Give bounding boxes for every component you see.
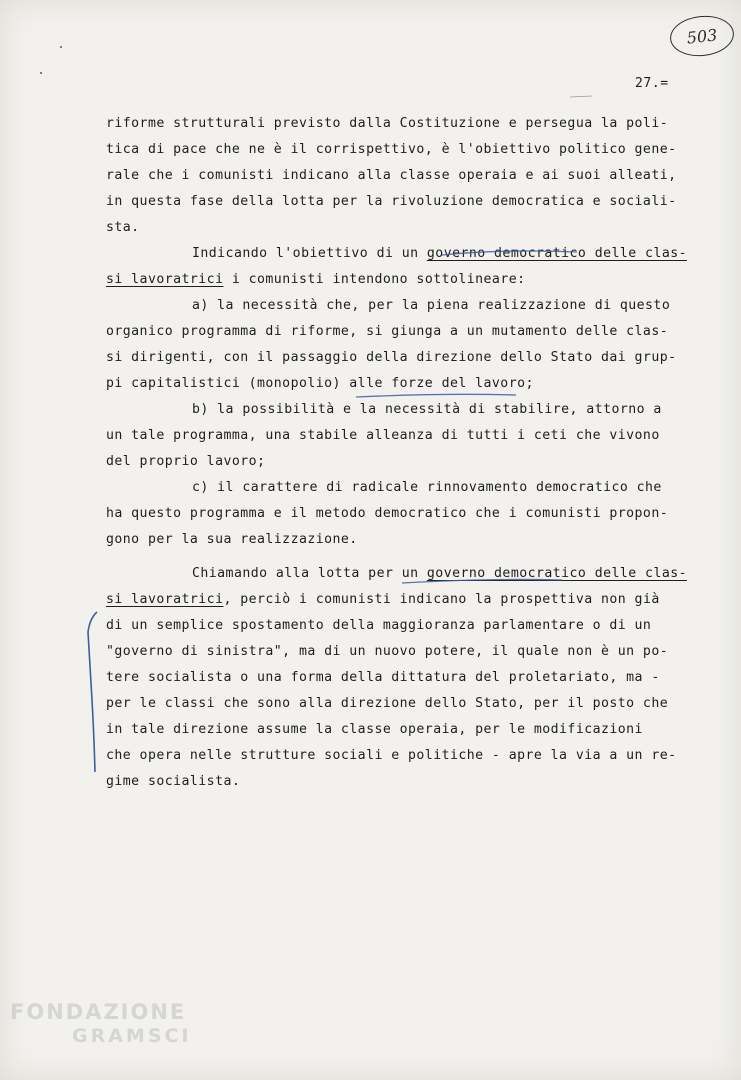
text-line: c) il carattere di radicale rinnovamento democratico che <box>192 480 662 495</box>
text-segment: i comunisti intendono sottolineare: <box>223 272 526 287</box>
text-line: per le classi che sono alla direzione dello Stato, per il posto che <box>106 696 669 711</box>
underlined-phrase: governo democratico delle clas- <box>426 566 687 581</box>
text-line: sta. <box>106 220 140 235</box>
text-line: si dirigenti, con il passaggio della direzione dello Stato dai grup- <box>106 350 677 365</box>
archive-watermark <box>10 1000 192 1048</box>
text-line: gono per la sua realizzazione. <box>106 532 358 547</box>
pen-underline <box>402 579 562 583</box>
text-line: in tale direzione assume la classe operaia, per le modificazioni <box>106 722 643 737</box>
watermark-line: FONDAZIONE <box>10 1000 187 1024</box>
text-line: del proprio lavoro; <box>106 454 266 469</box>
text-line: gime socialista. <box>106 774 241 789</box>
pen-underline <box>356 394 516 397</box>
text-line: ha questo programma e il metodo democratico che i comunisti propon- <box>106 506 669 521</box>
underlined-phrase: governo democratico delle clas- <box>426 246 687 261</box>
page-number: 27.= <box>635 76 669 91</box>
text-line: in questa fase della lotta per la rivoluzione democratica e sociali- <box>106 194 677 209</box>
text-line: b) la possibilità e la necessità di stabilire, attorno a <box>192 402 662 417</box>
text-line: tica di pace che ne è il corrispettivo, è l'obiettivo politico gene- <box>106 142 677 157</box>
text-line: pi capitalistici (monopolio) alle forze del lavoro; <box>106 376 534 391</box>
archive-number: 503 <box>685 24 719 48</box>
text-line: a) la necessità che, per la piena realizzazione di questo <box>192 298 671 313</box>
text-line: tere socialista o una forma della dittatura del proletariato, ma - <box>106 670 660 685</box>
text-line: rale che i comunisti indicano alla classe operaia e ai suoi alleati, <box>106 168 677 183</box>
pen-margin-bracket <box>88 612 97 772</box>
pen-underline <box>442 251 577 255</box>
text-line: riforme strutturali previsto dalla Costituzione e persegua la poli- <box>106 116 669 131</box>
watermark-line: GRAMSCI <box>72 1025 192 1047</box>
pencil-mark <box>570 96 592 97</box>
text-line: un tale programma, una stabile alleanza di tutti i ceti che vivono <box>106 428 660 443</box>
text-line: "governo di sinistra", ma di un nuovo potere, il quale non è un po- <box>106 644 669 659</box>
text-line: organico programma di riforme, si giunga a un mutamento delle clas- <box>106 324 669 339</box>
underlined-phrase: si lavoratrici <box>106 272 224 287</box>
text-line: di un semplice spostamento della maggioranza parlamentare o di un <box>106 618 652 633</box>
text-line: che opera nelle strutture sociali e politiche - apre la via a un re- <box>106 748 677 763</box>
text-segment: Chiamando alla lotta per un <box>192 566 427 581</box>
text-segment: , perciò i comunisti indicano la prospettiva non già <box>223 592 660 607</box>
underlined-phrase: si lavoratrici <box>106 592 224 607</box>
text-segment: Indicando l'obiettivo di un <box>192 246 427 261</box>
